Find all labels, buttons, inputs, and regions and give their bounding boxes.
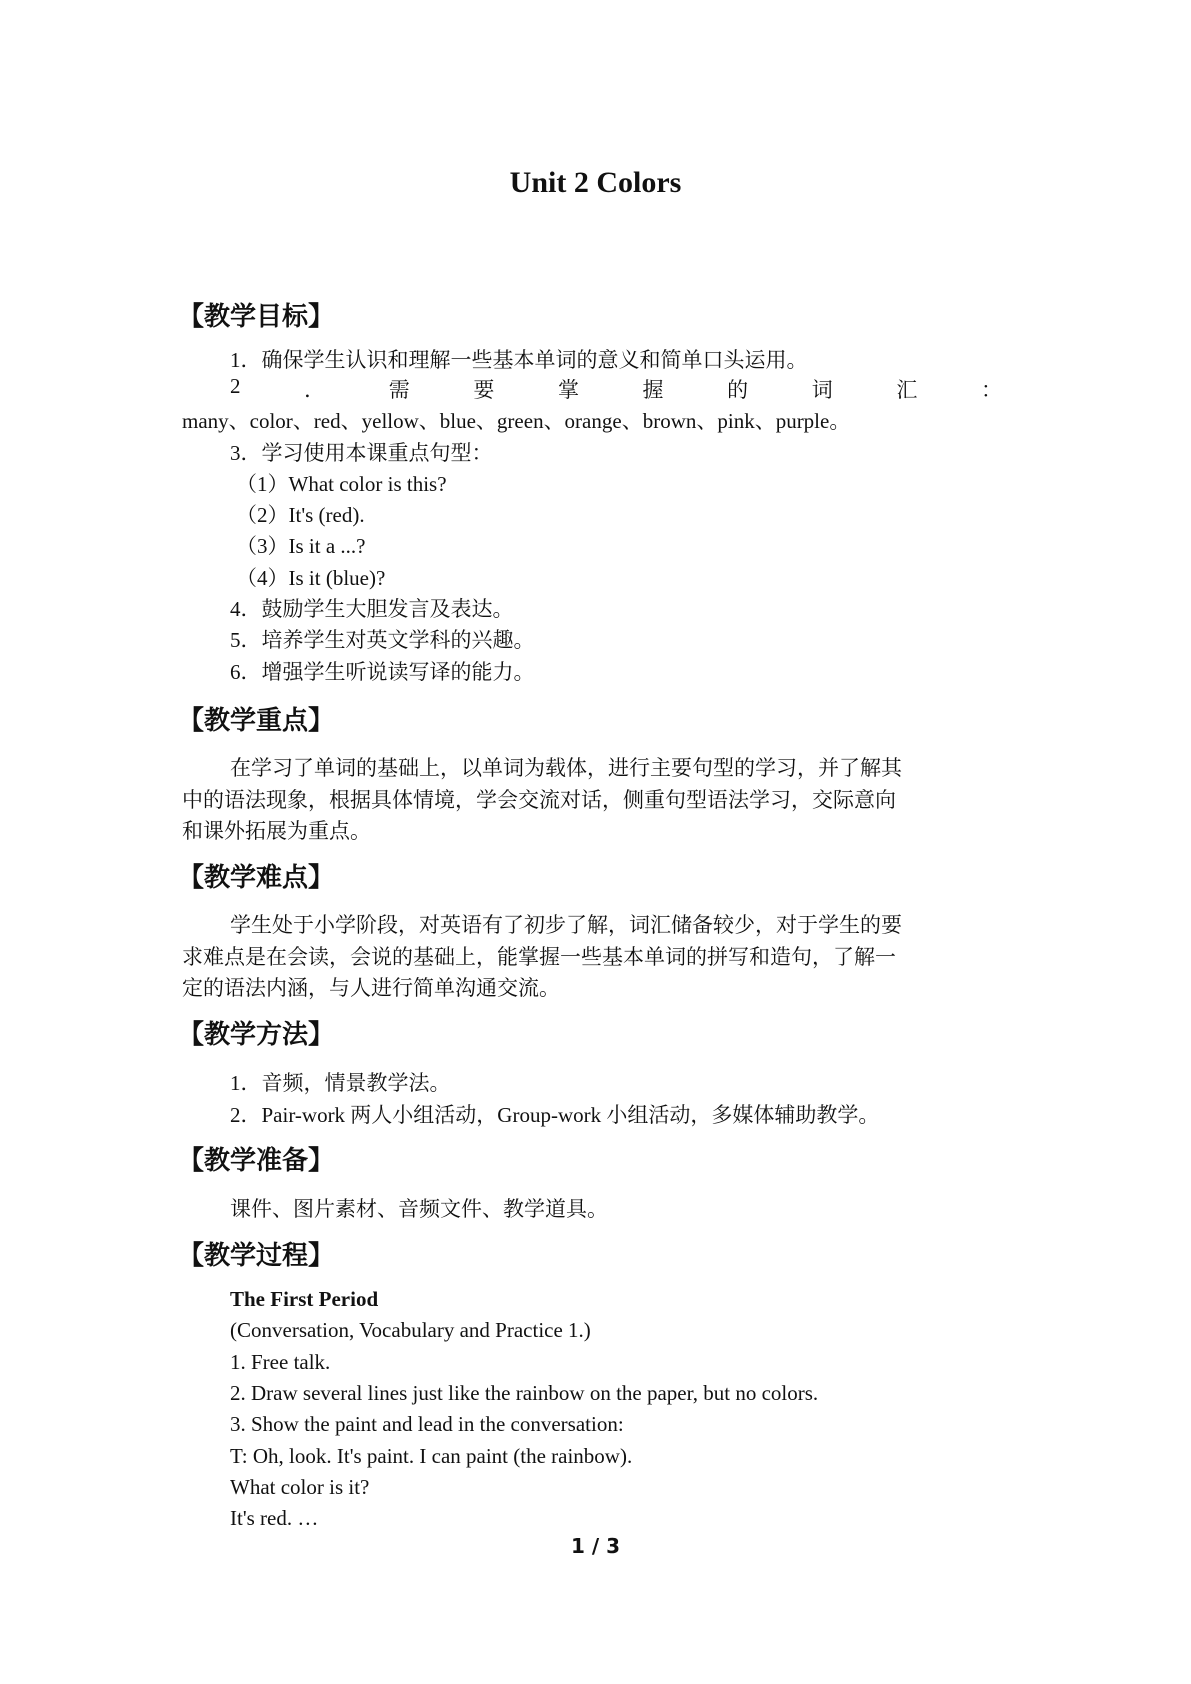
- spread-char: 要: [473, 378, 495, 402]
- page-number: 1 / 3: [570, 1534, 621, 1558]
- dialog-line-1: T: Oh, look. It's paint. I can paint (the rainbow).: [230, 1444, 633, 1468]
- objective-item-6: 6．增强学生听说读写译的能力。: [230, 660, 535, 684]
- difficulties-line-2: 求难点是在会读，会说的基础上，能掌握一些基本单词的拼写和造句，了解一: [182, 945, 896, 969]
- key-points-line-3: 和课外拓展为重点。: [182, 819, 371, 843]
- spread-char: 掌: [557, 378, 579, 402]
- heading-methods: 【教学方法】: [178, 1020, 335, 1050]
- process-step-3: 3. Show the paint and lead in the conversation:: [230, 1412, 624, 1436]
- objective-item-4: 4．鼓励学生大胆发言及表达。: [230, 597, 514, 621]
- heading-objectives: 【教学目标】: [178, 302, 335, 332]
- method-item-1: 1．音频，情景教学法。: [230, 1071, 451, 1095]
- objective-item-1: 1．确保学生认识和理解一些基本单词的意义和简单口头运用。: [230, 348, 808, 372]
- dialog-line-3: It's red. …: [230, 1506, 319, 1530]
- heading-key-points: 【教学重点】: [178, 706, 335, 736]
- spread-char: 需: [388, 378, 410, 402]
- key-points-line-2: 中的语法现象，根据具体情境，学会交流对话，侧重句型语法学习，交际意向: [182, 788, 896, 812]
- sentence-pattern-3: （3）Is it a ...?: [236, 534, 366, 558]
- sentence-pattern-2: （2）It's (red).: [236, 503, 365, 527]
- spread-char: 2: [230, 374, 241, 398]
- process-step-2: 2. Draw several lines just like the rainbow on the paper, but no colors.: [230, 1381, 819, 1405]
- dialog-line-2: What color is it?: [230, 1475, 370, 1499]
- period-title: The First Period: [230, 1287, 379, 1311]
- spread-char: 的: [727, 378, 749, 402]
- heading-preparation: 【教学准备】: [178, 1146, 335, 1176]
- period-subtitle: (Conversation, Vocabulary and Practice 1.): [230, 1318, 591, 1342]
- sentence-pattern-1: （1）What color is this?: [236, 472, 447, 496]
- objective-item-3: 3．学习使用本课重点句型：: [230, 441, 493, 465]
- document-title: Unit 2 Colors: [509, 166, 682, 199]
- method-item-2: 2．Pair-work 两人小组活动，Group-work 小组活动，多媒体辅助教学。: [230, 1103, 880, 1127]
- process-step-1: 1. Free talk.: [230, 1350, 331, 1374]
- heading-process: 【教学过程】: [178, 1241, 335, 1271]
- objective-item-2-words: many、color、red、yellow、blue、green、orange、brown、pink、purple。: [182, 409, 851, 433]
- spread-char: 握: [642, 378, 664, 402]
- spread-char: 汇: [896, 378, 918, 402]
- sentence-pattern-4: （4）Is it (blue)?: [236, 566, 386, 590]
- spread-char: 词: [811, 378, 833, 402]
- objective-item-2-spread: [230, 374, 1002, 404]
- key-points-line-1: 在学习了单词的基础上，以单词为载体，进行主要句型的学习，并了解其: [230, 756, 902, 780]
- objective-item-5: 5．培养学生对英文学科的兴趣。: [230, 628, 535, 652]
- heading-difficulties: 【教学难点】: [178, 863, 335, 893]
- difficulties-line-1: 学生处于小学阶段，对英语有了初步了解，词汇储备较少，对于学生的要: [230, 913, 902, 937]
- spread-char: ．: [304, 378, 326, 402]
- preparation-text: 课件、图片素材、音频文件、教学道具。: [230, 1197, 608, 1221]
- spread-char: ：: [980, 378, 1002, 402]
- difficulties-line-3: 定的语法内涵，与人进行简单沟通交流。: [182, 976, 560, 1000]
